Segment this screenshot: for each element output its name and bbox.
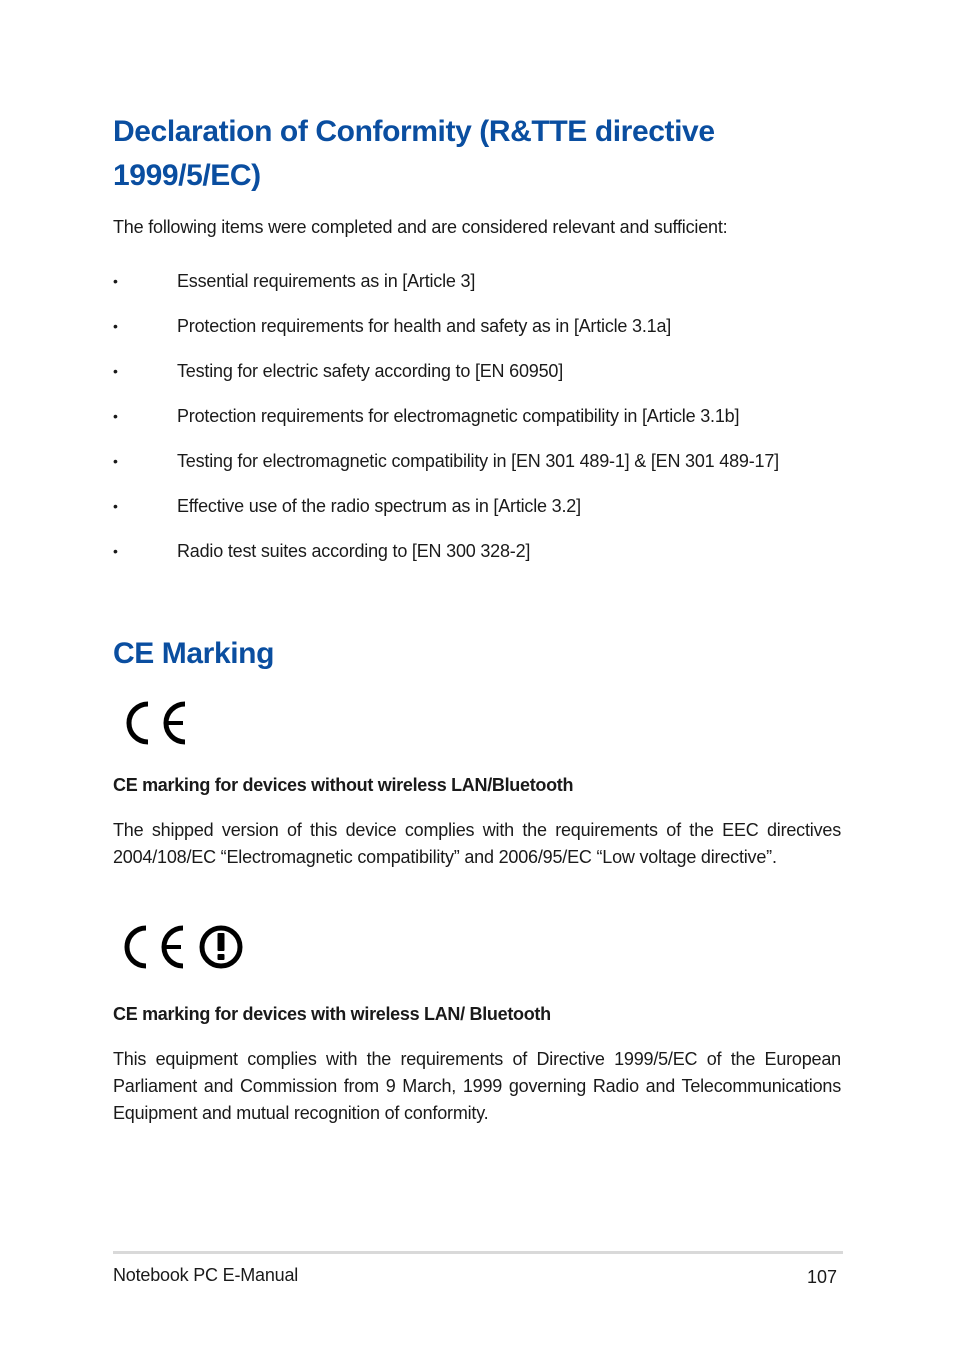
list-item-text: Testing for electromagnetic compatibility in [EN 301 489-1] & [EN 301 489-17] (177, 451, 779, 471)
bullet-icon: • (113, 453, 118, 469)
list-item-text: Essential requirements as in [Article 3] (177, 271, 476, 291)
no-wireless-subheading: CE marking for devices without wireless LAN/Bluetooth (113, 775, 574, 795)
bullet-icon: • (113, 498, 118, 514)
list-item-text: Effective use of the radio spectrum as in [Article 3.2] (177, 496, 581, 516)
list-item-text: Protection requirements for electromagnetic compatibility in [Article 3.1b] (177, 406, 740, 426)
list-item (113, 493, 841, 520)
list-item (113, 538, 841, 565)
list-item (113, 403, 841, 430)
list-item-text: Protection requirements for health and safety as in [Article 3.1a] (177, 316, 672, 336)
list-item (113, 313, 841, 340)
bullet-icon: • (113, 318, 118, 334)
page-heading: Declaration of Conformity (R&TTE directive 1999/5/EC) (113, 115, 715, 192)
no-wireless-text: The shipped version of this device complies with the requirements of the EEC directives 2004/108/EC “Electromagnetic compatibility” and 2006/95/EC “Low voltage directive”. (113, 820, 841, 867)
intro-text: The following items were completed and are considered relevant and sufficient: (113, 217, 728, 237)
requirements-list (113, 268, 841, 583)
footer-manual-title: Notebook PC E-Manual (113, 1265, 299, 1285)
list-item-text: Testing for electric safety according to [EN 60950] (177, 361, 564, 381)
bullet-icon: • (113, 543, 118, 559)
bullet-icon: • (113, 363, 118, 379)
ce-marking-heading: CE Marking (113, 637, 275, 670)
page-number: 107 (806, 1267, 837, 1287)
ce-alert-mark-icon (119, 922, 245, 974)
list-item (113, 358, 841, 385)
list-item (113, 448, 841, 475)
footer-divider (113, 1251, 843, 1254)
wireless-subheading: CE marking for devices with wireless LAN/ Bluetooth (113, 1004, 551, 1024)
list-item-text: Radio test suites according to [EN 300 328-2] (177, 541, 531, 561)
wireless-text: This equipment complies with the requirements of Directive 1999/5/EC of the European Parliament and Commission from 9 March, 1999 governing Radio and Telecommunications Equipment and mutual recognition of conformity. (113, 1049, 841, 1123)
manual-page (113, 0, 841, 1345)
bullet-icon: • (113, 408, 118, 424)
bullet-icon: • (113, 273, 118, 289)
list-item (113, 268, 841, 295)
ce-mark-icon (121, 700, 189, 746)
